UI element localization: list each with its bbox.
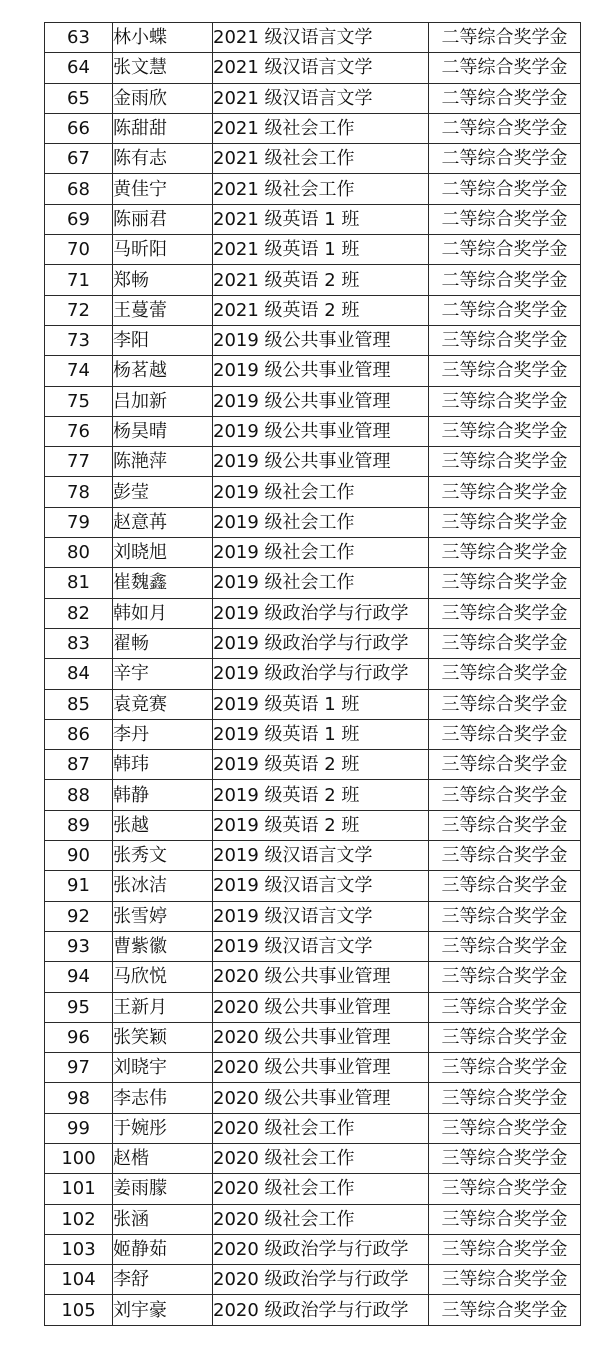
row-number-cell: 92	[45, 901, 113, 931]
row-number-cell: 64	[45, 53, 113, 83]
student-name-cell: 曹紫徽	[113, 931, 213, 961]
table-row	[45, 871, 581, 901]
class-cell: 2020 级社会工作	[213, 1174, 429, 1204]
table-row	[45, 538, 581, 568]
row-number-cell: 68	[45, 174, 113, 204]
class-cell: 2021 级汉语言文学	[213, 83, 429, 113]
class-cell: 2020 级公共事业管理	[213, 962, 429, 992]
student-name-cell: 韩玮	[113, 750, 213, 780]
student-name-cell: 张冰洁	[113, 871, 213, 901]
row-number-cell: 84	[45, 659, 113, 689]
row-number-cell: 87	[45, 750, 113, 780]
student-name-cell: 张秀文	[113, 841, 213, 871]
table-row	[45, 386, 581, 416]
row-number-cell: 66	[45, 113, 113, 143]
award-cell: 三等综合奖学金	[429, 1143, 581, 1173]
student-name-cell: 韩静	[113, 780, 213, 810]
row-number-cell: 65	[45, 83, 113, 113]
student-name-cell: 李舒	[113, 1265, 213, 1295]
student-name-cell: 杨昊晴	[113, 416, 213, 446]
table-row	[45, 598, 581, 628]
table-row	[45, 1234, 581, 1264]
award-cell: 三等综合奖学金	[429, 841, 581, 871]
table-row	[45, 113, 581, 143]
award-cell: 三等综合奖学金	[429, 1174, 581, 1204]
table-row	[45, 447, 581, 477]
student-name-cell: 杨茗越	[113, 356, 213, 386]
table-row	[45, 659, 581, 689]
award-cell: 三等综合奖学金	[429, 992, 581, 1022]
student-name-cell: 马昕阳	[113, 235, 213, 265]
class-cell: 2019 级汉语言文学	[213, 871, 429, 901]
award-cell: 三等综合奖学金	[429, 1022, 581, 1052]
class-cell: 2019 级英语 2 班	[213, 750, 429, 780]
student-name-cell: 于婉彤	[113, 1113, 213, 1143]
row-number-cell: 79	[45, 507, 113, 537]
student-name-cell: 赵楷	[113, 1143, 213, 1173]
table-row	[45, 53, 581, 83]
class-cell: 2019 级社会工作	[213, 477, 429, 507]
award-cell: 三等综合奖学金	[429, 1204, 581, 1234]
class-cell: 2019 级汉语言文学	[213, 841, 429, 871]
table-row	[45, 1265, 581, 1295]
student-name-cell: 张越	[113, 810, 213, 840]
student-name-cell: 金雨欣	[113, 83, 213, 113]
table-row	[45, 1295, 581, 1325]
row-number-cell: 98	[45, 1083, 113, 1113]
award-cell: 二等综合奖学金	[429, 235, 581, 265]
class-cell: 2019 级社会工作	[213, 538, 429, 568]
table-row	[45, 507, 581, 537]
student-name-cell: 彭莹	[113, 477, 213, 507]
award-cell: 三等综合奖学金	[429, 780, 581, 810]
award-cell: 三等综合奖学金	[429, 386, 581, 416]
row-number-cell: 99	[45, 1113, 113, 1143]
table-body	[45, 23, 581, 1326]
class-cell: 2019 级政治学与行政学	[213, 659, 429, 689]
student-name-cell: 刘晓旭	[113, 538, 213, 568]
award-cell: 三等综合奖学金	[429, 810, 581, 840]
table-row	[45, 962, 581, 992]
award-cell: 三等综合奖学金	[429, 598, 581, 628]
row-number-cell: 97	[45, 1053, 113, 1083]
row-number-cell: 85	[45, 689, 113, 719]
class-cell: 2021 级英语 1 班	[213, 235, 429, 265]
class-cell: 2020 级公共事业管理	[213, 1022, 429, 1052]
class-cell: 2021 级社会工作	[213, 113, 429, 143]
row-number-cell: 82	[45, 598, 113, 628]
class-cell: 2020 级公共事业管理	[213, 1053, 429, 1083]
table-row	[45, 83, 581, 113]
table-row	[45, 1022, 581, 1052]
award-cell: 三等综合奖学金	[429, 356, 581, 386]
row-number-cell: 75	[45, 386, 113, 416]
class-cell: 2020 级社会工作	[213, 1113, 429, 1143]
student-name-cell: 陈甜甜	[113, 113, 213, 143]
table-row	[45, 144, 581, 174]
table-row	[45, 992, 581, 1022]
table-row	[45, 1113, 581, 1143]
row-number-cell: 78	[45, 477, 113, 507]
class-cell: 2020 级政治学与行政学	[213, 1234, 429, 1264]
table-row	[45, 931, 581, 961]
student-name-cell: 袁竟赛	[113, 689, 213, 719]
class-cell: 2020 级社会工作	[213, 1204, 429, 1234]
table-row	[45, 689, 581, 719]
table-row	[45, 235, 581, 265]
student-name-cell: 李阳	[113, 325, 213, 355]
award-cell: 二等综合奖学金	[429, 113, 581, 143]
student-name-cell: 张笑颖	[113, 1022, 213, 1052]
class-cell: 2021 级汉语言文学	[213, 23, 429, 53]
class-cell: 2019 级政治学与行政学	[213, 628, 429, 658]
table-row	[45, 174, 581, 204]
award-cell: 二等综合奖学金	[429, 174, 581, 204]
student-name-cell: 张雪婷	[113, 901, 213, 931]
table-row	[45, 1083, 581, 1113]
award-cell: 三等综合奖学金	[429, 659, 581, 689]
award-cell: 三等综合奖学金	[429, 1234, 581, 1264]
class-cell: 2020 级公共事业管理	[213, 1083, 429, 1113]
student-name-cell: 王蔓蕾	[113, 295, 213, 325]
award-cell: 三等综合奖学金	[429, 1265, 581, 1295]
class-cell: 2021 级社会工作	[213, 144, 429, 174]
row-number-cell: 103	[45, 1234, 113, 1264]
row-number-cell: 91	[45, 871, 113, 901]
class-cell: 2021 级社会工作	[213, 174, 429, 204]
table-row	[45, 356, 581, 386]
award-cell: 三等综合奖学金	[429, 628, 581, 658]
table-row	[45, 204, 581, 234]
table-row	[45, 295, 581, 325]
table-row	[45, 750, 581, 780]
row-number-cell: 76	[45, 416, 113, 446]
class-cell: 2019 级公共事业管理	[213, 447, 429, 477]
student-name-cell: 刘晓宇	[113, 1053, 213, 1083]
student-name-cell: 吕加新	[113, 386, 213, 416]
class-cell: 2019 级社会工作	[213, 507, 429, 537]
class-cell: 2020 级政治学与行政学	[213, 1265, 429, 1295]
table-row	[45, 265, 581, 295]
student-name-cell: 辛宇	[113, 659, 213, 689]
table-row	[45, 810, 581, 840]
class-cell: 2020 级政治学与行政学	[213, 1295, 429, 1325]
table-row	[45, 568, 581, 598]
award-cell: 三等综合奖学金	[429, 325, 581, 355]
student-name-cell: 翟畅	[113, 628, 213, 658]
student-name-cell: 张文慧	[113, 53, 213, 83]
student-name-cell: 崔魏鑫	[113, 568, 213, 598]
award-cell: 二等综合奖学金	[429, 295, 581, 325]
row-number-cell: 94	[45, 962, 113, 992]
class-cell: 2019 级公共事业管理	[213, 356, 429, 386]
award-cell: 三等综合奖学金	[429, 719, 581, 749]
award-cell: 三等综合奖学金	[429, 538, 581, 568]
class-cell: 2019 级政治学与行政学	[213, 598, 429, 628]
award-cell: 二等综合奖学金	[429, 23, 581, 53]
student-name-cell: 韩如月	[113, 598, 213, 628]
student-name-cell: 陈丽君	[113, 204, 213, 234]
class-cell: 2021 级英语 2 班	[213, 295, 429, 325]
row-number-cell: 95	[45, 992, 113, 1022]
student-name-cell: 王新月	[113, 992, 213, 1022]
table-row	[45, 477, 581, 507]
class-cell: 2019 级英语 2 班	[213, 780, 429, 810]
row-number-cell: 72	[45, 295, 113, 325]
row-number-cell: 89	[45, 810, 113, 840]
table-row	[45, 1174, 581, 1204]
award-cell: 二等综合奖学金	[429, 144, 581, 174]
scholarship-table	[44, 22, 581, 1326]
row-number-cell: 69	[45, 204, 113, 234]
table-row	[45, 1204, 581, 1234]
row-number-cell: 102	[45, 1204, 113, 1234]
table-row	[45, 628, 581, 658]
award-cell: 三等综合奖学金	[429, 447, 581, 477]
award-cell: 三等综合奖学金	[429, 1053, 581, 1083]
class-cell: 2021 级汉语言文学	[213, 53, 429, 83]
class-cell: 2019 级公共事业管理	[213, 416, 429, 446]
row-number-cell: 71	[45, 265, 113, 295]
award-cell: 三等综合奖学金	[429, 1295, 581, 1325]
table-row	[45, 416, 581, 446]
award-cell: 三等综合奖学金	[429, 962, 581, 992]
award-cell: 三等综合奖学金	[429, 477, 581, 507]
row-number-cell: 93	[45, 931, 113, 961]
row-number-cell: 74	[45, 356, 113, 386]
class-cell: 2019 级公共事业管理	[213, 325, 429, 355]
class-cell: 2019 级汉语言文学	[213, 901, 429, 931]
row-number-cell: 77	[45, 447, 113, 477]
row-number-cell: 100	[45, 1143, 113, 1173]
row-number-cell: 88	[45, 780, 113, 810]
award-cell: 三等综合奖学金	[429, 1083, 581, 1113]
table-row	[45, 719, 581, 749]
class-cell: 2019 级汉语言文学	[213, 931, 429, 961]
award-cell: 三等综合奖学金	[429, 750, 581, 780]
table-row	[45, 841, 581, 871]
award-cell: 三等综合奖学金	[429, 416, 581, 446]
table-row	[45, 780, 581, 810]
award-cell: 二等综合奖学金	[429, 204, 581, 234]
table-row	[45, 1053, 581, 1083]
award-cell: 三等综合奖学金	[429, 931, 581, 961]
award-cell: 二等综合奖学金	[429, 53, 581, 83]
award-cell: 三等综合奖学金	[429, 871, 581, 901]
class-cell: 2019 级公共事业管理	[213, 386, 429, 416]
award-cell: 三等综合奖学金	[429, 689, 581, 719]
class-cell: 2021 级英语 1 班	[213, 204, 429, 234]
row-number-cell: 70	[45, 235, 113, 265]
award-cell: 三等综合奖学金	[429, 1113, 581, 1143]
award-cell: 三等综合奖学金	[429, 901, 581, 931]
table-row	[45, 325, 581, 355]
student-name-cell: 刘宇豪	[113, 1295, 213, 1325]
class-cell: 2019 级社会工作	[213, 568, 429, 598]
award-cell: 二等综合奖学金	[429, 265, 581, 295]
student-name-cell: 郑畅	[113, 265, 213, 295]
award-cell: 二等综合奖学金	[429, 83, 581, 113]
student-name-cell: 赵意苒	[113, 507, 213, 537]
student-name-cell: 李丹	[113, 719, 213, 749]
class-cell: 2019 级英语 1 班	[213, 719, 429, 749]
table-row	[45, 1143, 581, 1173]
row-number-cell: 90	[45, 841, 113, 871]
row-number-cell: 73	[45, 325, 113, 355]
class-cell: 2020 级社会工作	[213, 1143, 429, 1173]
student-name-cell: 陈滟萍	[113, 447, 213, 477]
row-number-cell: 96	[45, 1022, 113, 1052]
row-number-cell: 104	[45, 1265, 113, 1295]
row-number-cell: 67	[45, 144, 113, 174]
student-name-cell: 马欣悦	[113, 962, 213, 992]
row-number-cell: 80	[45, 538, 113, 568]
class-cell: 2021 级英语 2 班	[213, 265, 429, 295]
award-cell: 三等综合奖学金	[429, 568, 581, 598]
row-number-cell: 86	[45, 719, 113, 749]
student-name-cell: 姜雨朦	[113, 1174, 213, 1204]
table-row	[45, 23, 581, 53]
student-name-cell: 林小蝶	[113, 23, 213, 53]
table-row	[45, 901, 581, 931]
award-cell: 三等综合奖学金	[429, 507, 581, 537]
row-number-cell: 83	[45, 628, 113, 658]
student-name-cell: 李志伟	[113, 1083, 213, 1113]
row-number-cell: 81	[45, 568, 113, 598]
class-cell: 2019 级英语 2 班	[213, 810, 429, 840]
class-cell: 2019 级英语 1 班	[213, 689, 429, 719]
row-number-cell: 63	[45, 23, 113, 53]
class-cell: 2020 级公共事业管理	[213, 992, 429, 1022]
student-name-cell: 陈有志	[113, 144, 213, 174]
row-number-cell: 101	[45, 1174, 113, 1204]
student-name-cell: 姬静茹	[113, 1234, 213, 1264]
student-name-cell: 张涵	[113, 1204, 213, 1234]
row-number-cell: 105	[45, 1295, 113, 1325]
student-name-cell: 黄佳宁	[113, 174, 213, 204]
